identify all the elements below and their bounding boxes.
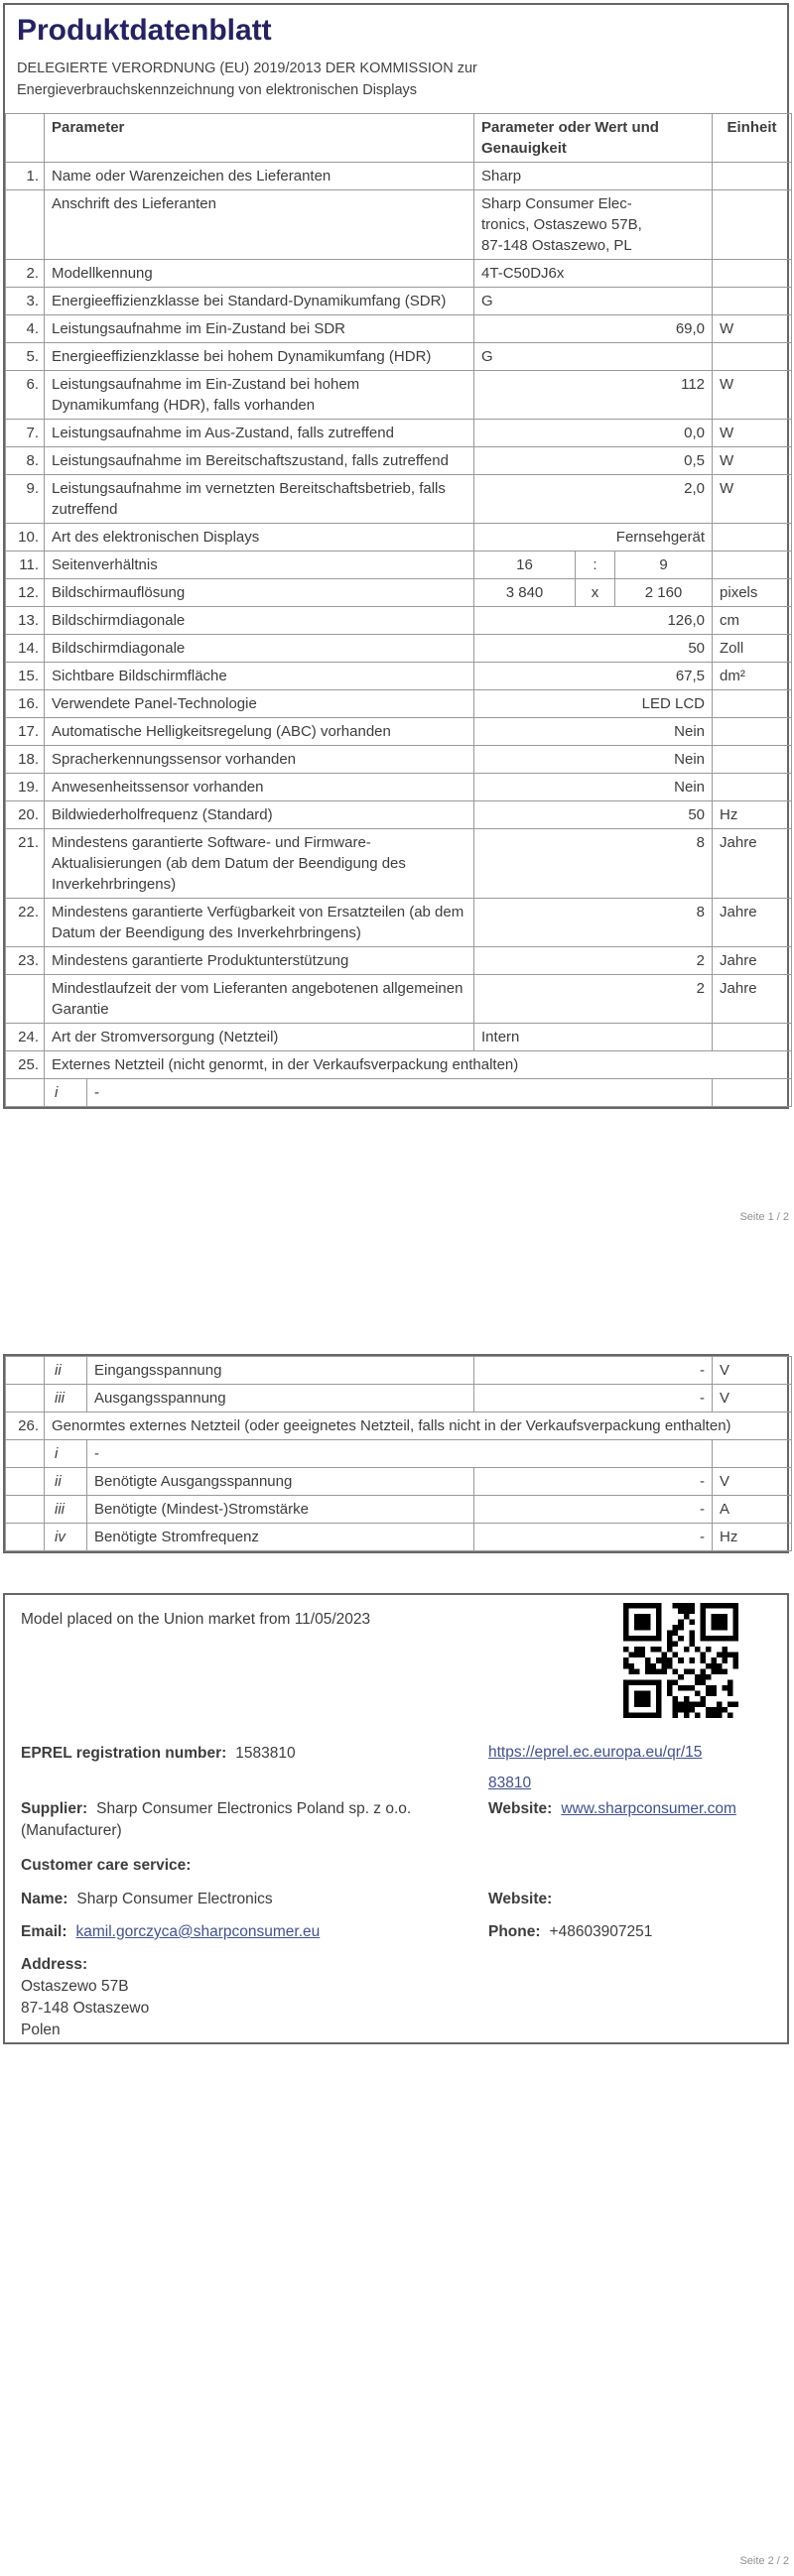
phone-label: Phone: <box>488 1923 541 1940</box>
row-number: 7. <box>6 420 45 447</box>
row-label: Benötigte (Mindest-)Stromstärke <box>87 1496 474 1524</box>
row-value: 2 <box>474 947 713 975</box>
row-value: Intern <box>474 1024 713 1051</box>
row-label: Mindestens garantierte Produktunterstützung <box>45 947 474 975</box>
regulation-subtitle-line2: Energieverbrauchskennzeichnung von elektronischen Displays <box>17 82 418 98</box>
row-value-separator: x <box>576 579 615 607</box>
row-label: - <box>87 1079 713 1107</box>
row-number <box>6 190 45 260</box>
row-value: - <box>474 1385 713 1412</box>
row-roman-numeral: ii <box>45 1468 87 1496</box>
row-roman-numeral: iii <box>45 1385 87 1412</box>
table-row <box>6 1079 792 1107</box>
row-number: 20. <box>6 801 45 829</box>
row-number: 2. <box>6 260 45 288</box>
row-value: Fernsehgerät <box>474 524 713 552</box>
address-line1: Ostaszewo 57B <box>21 1978 129 1995</box>
row-unit: W <box>713 371 792 420</box>
row-number <box>6 1079 45 1107</box>
row-value: - <box>474 1524 713 1551</box>
row-number: 17. <box>6 718 45 746</box>
row-unit: Zoll <box>713 635 792 663</box>
email-label: Email: <box>21 1923 67 1940</box>
row-label: Energieeffizienzklasse bei hohem Dynamikumfang (HDR) <box>45 343 474 371</box>
row-roman-numeral: iv <box>45 1524 87 1551</box>
row-unit: V <box>713 1385 792 1412</box>
table-row <box>6 1051 792 1079</box>
row-number: 5. <box>6 343 45 371</box>
table-row <box>6 899 792 947</box>
table-header-row <box>6 114 792 163</box>
table-row <box>6 947 792 975</box>
row-value: 126,0 <box>474 607 713 635</box>
row-label: Externes Netzteil (nicht genormt, in der Verkaufsverpackung enthalten) <box>45 1051 792 1079</box>
eprel-link[interactable] <box>488 1737 702 1798</box>
row-unit: W <box>713 475 792 524</box>
row-number <box>6 1524 45 1551</box>
row-value: G <box>474 288 713 315</box>
row-value-separator: : <box>576 552 615 579</box>
row-unit: W <box>713 420 792 447</box>
table-row <box>6 774 792 801</box>
row-unit: Jahre <box>713 947 792 975</box>
row-number: 19. <box>6 774 45 801</box>
row-number <box>6 1357 45 1385</box>
address-line2: 87-148 Ostaszewo <box>21 2000 150 2017</box>
table-row <box>6 635 792 663</box>
table-row <box>6 1524 792 1551</box>
row-value-a: 3 840 <box>474 579 576 607</box>
row-value: 0,5 <box>474 447 713 475</box>
page1-footer: Seite 1 / 2 <box>739 1211 789 1223</box>
row-unit: pixels <box>713 579 792 607</box>
row-label: Anwesenheitssensor vorhanden <box>45 774 474 801</box>
row-roman-numeral: ii <box>45 1357 87 1385</box>
header-number-cell <box>6 114 45 163</box>
row-value: Nein <box>474 774 713 801</box>
row-value: 67,5 <box>474 663 713 690</box>
row-label: Leistungsaufnahme im vernetzten Bereitschaftsbetrieb, falls zutreffend <box>45 475 474 524</box>
name-value: Sharp Consumer Electronics <box>76 1891 273 1907</box>
row-number: 11. <box>6 552 45 579</box>
row-label: Mindestlaufzeit der vom Lieferanten angebotenen allgemeinen Garantie <box>45 975 474 1024</box>
row-label: Spracherkennungssensor vorhanden <box>45 746 474 774</box>
row-value: 50 <box>474 801 713 829</box>
row-value-line: Sharp Consumer Elec- <box>481 195 632 212</box>
row-value: 112 <box>474 371 713 420</box>
row-unit: Hz <box>713 801 792 829</box>
row-label: Mindestens garantierte Verfügbarkeit von Ersatzteilen (ab dem Datum der Beendigung des Inverkehrbringens) <box>45 899 474 947</box>
website2-label: Website: <box>488 1891 553 1907</box>
row-number <box>6 1496 45 1524</box>
table-row <box>6 829 792 899</box>
row-value: LED LCD <box>474 690 713 718</box>
row-label: Anschrift des Lieferanten <box>45 190 474 260</box>
row-label: Energieeffizienzklasse bei Standard-Dynamikumfang (SDR) <box>45 288 474 315</box>
row-value: Nein <box>474 718 713 746</box>
row-number: 23. <box>6 947 45 975</box>
row-value: 4T-C50DJ6x <box>474 260 713 288</box>
table-row <box>6 579 792 607</box>
row-unit: W <box>713 447 792 475</box>
row-label: Mindestens garantierte Software- und Firmware-Aktualisierungen (ab dem Datum der Beendigung des Inverkehrbringens) <box>45 829 474 899</box>
row-number: 1. <box>6 163 45 190</box>
table-row <box>6 163 792 190</box>
row-value: 50 <box>474 635 713 663</box>
row-value: - <box>474 1468 713 1496</box>
eprel-link-line1[interactable]: https://eprel.ec.europa.eu/qr/15 <box>488 1744 703 1761</box>
row-unit <box>713 260 792 288</box>
row-value-line: tronics, Ostaszewo 57B, <box>481 216 642 233</box>
table-row <box>6 1412 792 1440</box>
row-label: Leistungsaufnahme im Ein-Zustand bei SDR <box>45 315 474 343</box>
row-value: 8 <box>474 899 713 947</box>
supplier-info-box <box>3 1593 789 2044</box>
row-label: Modellkennung <box>45 260 474 288</box>
table-row <box>6 288 792 315</box>
row-unit <box>713 1079 792 1107</box>
row-number <box>6 1440 45 1468</box>
row-value: Nein <box>474 746 713 774</box>
row-label: Ausgangsspannung <box>87 1385 474 1412</box>
row-unit: Hz <box>713 1524 792 1551</box>
table-row <box>6 420 792 447</box>
customer-care-heading: Customer care service: <box>21 1857 192 1874</box>
phone-row <box>488 1921 652 1943</box>
row-number: 16. <box>6 690 45 718</box>
supplier-row <box>21 1798 467 1842</box>
row-number: 18. <box>6 746 45 774</box>
website-row <box>488 1798 736 1820</box>
row-label: Automatische Helligkeitsregelung (ABC) vorhanden <box>45 718 474 746</box>
row-unit <box>713 524 792 552</box>
page2-footer: Seite 2 / 2 <box>739 2555 789 2567</box>
row-roman-numeral: iii <box>45 1496 87 1524</box>
row-unit <box>713 1440 792 1468</box>
table-row <box>6 1385 792 1412</box>
row-label: Bildschirmauflösung <box>45 579 474 607</box>
row-number: 24. <box>6 1024 45 1051</box>
row-label: Verwendete Panel-Technologie <box>45 690 474 718</box>
row-value: Sharp <box>474 163 713 190</box>
table-row <box>6 801 792 829</box>
name-label: Name: <box>21 1891 68 1907</box>
row-unit: V <box>713 1468 792 1496</box>
row-value <box>474 190 713 260</box>
row-value: G <box>474 343 713 371</box>
table-row <box>6 1496 792 1524</box>
row-unit: V <box>713 1357 792 1385</box>
supplier-value: Sharp Consumer Electronics Poland sp. z o.o. <box>96 1800 412 1817</box>
row-number: 8. <box>6 447 45 475</box>
row-unit: Jahre <box>713 899 792 947</box>
market-placement-line: Model placed on the Union market from 11/05/2023 <box>21 1611 371 1628</box>
row-unit: W <box>713 315 792 343</box>
table-row <box>6 524 792 552</box>
email-link[interactable]: kamil.gorczyca@sharpconsumer.eu <box>75 1923 321 1940</box>
row-unit: A <box>713 1496 792 1524</box>
row-value: 0,0 <box>474 420 713 447</box>
header-unit: Einheit <box>713 114 792 163</box>
header-value: Parameter oder Wert und Genauigkeit <box>474 114 713 163</box>
parameter-table-page2 <box>5 1356 792 1551</box>
row-label: Leistungsaufnahme im Ein-Zustand bei hohem Dynamikumfang (HDR), falls vorhanden <box>45 371 474 420</box>
qr-code-icon <box>621 1603 740 1718</box>
row-unit <box>713 163 792 190</box>
phone-value: +48603907251 <box>549 1923 653 1940</box>
row-number <box>6 1468 45 1496</box>
table-row <box>6 475 792 524</box>
row-label: Seitenverhältnis <box>45 552 474 579</box>
row-number: 13. <box>6 607 45 635</box>
address-block <box>21 1954 149 2041</box>
row-unit <box>713 718 792 746</box>
row-roman-numeral: i <box>45 1079 87 1107</box>
table-row <box>6 663 792 690</box>
care-name-row <box>21 1889 273 1910</box>
row-label: Art des elektronischen Displays <box>45 524 474 552</box>
row-label: Benötigte Stromfrequenz <box>87 1524 474 1551</box>
table-row <box>6 315 792 343</box>
page1-sheet <box>3 3 789 1109</box>
parameter-table-page1 <box>5 113 792 1107</box>
address-line3: Polen <box>21 2022 61 2038</box>
row-unit <box>713 746 792 774</box>
row-unit: dm² <box>713 663 792 690</box>
table-row <box>6 1357 792 1385</box>
row-number: 10. <box>6 524 45 552</box>
row-label: Leistungsaufnahme im Aus-Zustand, falls zutreffend <box>45 420 474 447</box>
row-unit: cm <box>713 607 792 635</box>
row-number: 9. <box>6 475 45 524</box>
row-value-a: 16 <box>474 552 576 579</box>
row-value-line: 87-148 Ostaszewo, PL <box>481 237 632 254</box>
row-number: 26. <box>6 1412 45 1440</box>
supplier-value-line2: (Manufacturer) <box>21 1822 122 1839</box>
row-label: Bildschirmdiagonale <box>45 607 474 635</box>
row-value: 69,0 <box>474 315 713 343</box>
header-parameter: Parameter <box>45 114 474 163</box>
website-link[interactable]: www.sharpconsumer.com <box>561 1800 736 1817</box>
row-label: Bildwiederholfrequenz (Standard) <box>45 801 474 829</box>
row-value-b: 9 <box>615 552 713 579</box>
row-unit <box>713 690 792 718</box>
row-label: Art der Stromversorgung (Netzteil) <box>45 1024 474 1051</box>
row-value: - <box>474 1357 713 1385</box>
row-number: 12. <box>6 579 45 607</box>
table-row <box>6 190 792 260</box>
table-row <box>6 690 792 718</box>
table-row <box>6 1468 792 1496</box>
regulation-subtitle-line1: DELEGIERTE VERORDNUNG (EU) 2019/2013 DER KOMMISSION zur <box>17 61 477 76</box>
page2-sheet <box>3 1354 789 1553</box>
row-unit <box>713 552 792 579</box>
page-title: Produktdatenblatt <box>17 14 272 47</box>
row-label: Genormtes externes Netzteil (oder geeignetes Netzteil, falls nicht in der Verkaufsverpackung enthalten) <box>45 1412 792 1440</box>
row-label: Sichtbare Bildschirmfläche <box>45 663 474 690</box>
row-value: 2 <box>474 975 713 1024</box>
table-row <box>6 371 792 420</box>
row-unit <box>713 774 792 801</box>
row-number <box>6 975 45 1024</box>
row-value-b: 2 160 <box>615 579 713 607</box>
row-value: 2,0 <box>474 475 713 524</box>
table-row <box>6 343 792 371</box>
row-number: 25. <box>6 1051 45 1079</box>
table-row <box>6 975 792 1024</box>
table-row <box>6 718 792 746</box>
row-label: Leistungsaufnahme im Bereitschaftszustand, falls zutreffend <box>45 447 474 475</box>
row-label: Bildschirmdiagonale <box>45 635 474 663</box>
row-label: - <box>87 1440 713 1468</box>
table-row <box>6 1024 792 1051</box>
row-number: 4. <box>6 315 45 343</box>
row-label: Name oder Warenzeichen des Lieferanten <box>45 163 474 190</box>
supplier-label: Supplier: <box>21 1800 88 1817</box>
table-row <box>6 1440 792 1468</box>
table-row <box>6 260 792 288</box>
row-unit: Jahre <box>713 829 792 899</box>
row-value: - <box>474 1496 713 1524</box>
row-number: 14. <box>6 635 45 663</box>
row-number: 6. <box>6 371 45 420</box>
row-unit: Jahre <box>713 975 792 1024</box>
table-row <box>6 607 792 635</box>
eprel-number: 1583810 <box>235 1745 296 1762</box>
eprel-registration-row <box>21 1743 296 1765</box>
address-label: Address: <box>21 1956 88 1973</box>
row-unit <box>713 1024 792 1051</box>
regulation-subtitle <box>5 48 787 113</box>
table-row <box>6 447 792 475</box>
row-label: Benötigte Ausgangsspannung <box>87 1468 474 1496</box>
row-value: 8 <box>474 829 713 899</box>
row-number: 22. <box>6 899 45 947</box>
row-number: 3. <box>6 288 45 315</box>
row-number: 15. <box>6 663 45 690</box>
table-row <box>6 552 792 579</box>
eprel-label: EPREL registration number: <box>21 1745 227 1762</box>
row-unit <box>713 343 792 371</box>
email-row <box>21 1921 320 1943</box>
row-label: Eingangsspannung <box>87 1357 474 1385</box>
eprel-link-line2[interactable]: 83810 <box>488 1775 532 1791</box>
website-label: Website: <box>488 1800 553 1817</box>
row-number <box>6 1385 45 1412</box>
row-number: 21. <box>6 829 45 899</box>
table-row <box>6 746 792 774</box>
row-unit <box>713 190 792 260</box>
row-unit <box>713 288 792 315</box>
row-roman-numeral: i <box>45 1440 87 1468</box>
